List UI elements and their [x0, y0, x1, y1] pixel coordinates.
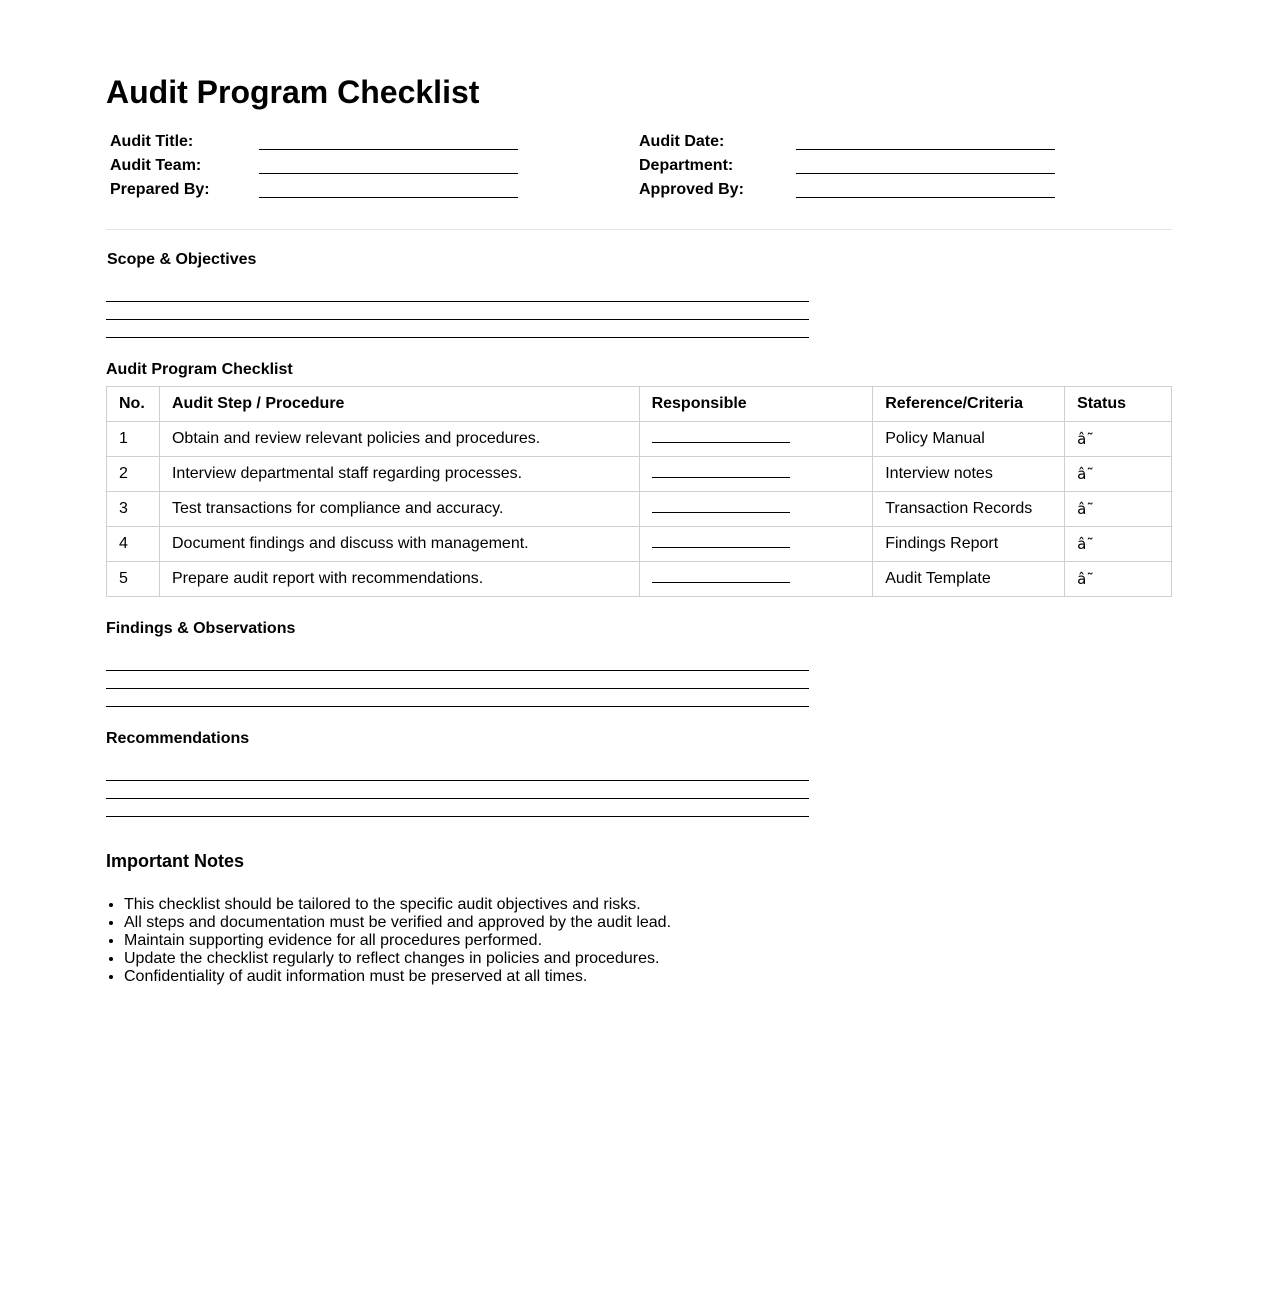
approved-by-label: Approved By:	[639, 181, 744, 198]
responsible-field[interactable]	[652, 535, 790, 548]
row-step: Obtain and review relevant policies and procedures.	[159, 422, 639, 457]
audit-title-field[interactable]	[259, 149, 518, 150]
table-row	[107, 422, 1172, 457]
scope-line-1[interactable]	[106, 301, 809, 302]
row-number: 3	[107, 492, 160, 527]
list-item: • Update the checklist regularly to reflect changes in policies and procedures.	[124, 950, 1024, 968]
row-status	[1065, 527, 1172, 562]
recommendations-line-2[interactable]	[106, 798, 809, 799]
column-header-no: No.	[107, 387, 160, 422]
scope-heading: Scope & Objectives	[107, 251, 257, 268]
audit-info-block	[106, 130, 1172, 202]
audit-checklist-page	[106, 72, 1172, 985]
row-status	[1065, 422, 1172, 457]
row-reference: Audit Template	[873, 562, 1065, 597]
row-reference: Policy Manual	[873, 422, 1065, 457]
department-field[interactable]	[796, 173, 1055, 174]
row-responsible	[639, 457, 873, 492]
findings-line-2[interactable]	[106, 688, 809, 689]
column-header-responsible: Responsible	[639, 387, 873, 422]
prepared-by-label: Prepared By:	[110, 181, 210, 198]
table-header-row	[107, 387, 1172, 422]
audit-date-label: Audit Date:	[639, 133, 725, 150]
column-header-status: Status	[1065, 387, 1172, 422]
notes-heading: Important Notes	[106, 851, 245, 871]
row-number: 1	[107, 422, 160, 457]
recommendations-line-3[interactable]	[106, 816, 809, 817]
approved-by-field[interactable]	[796, 197, 1055, 198]
row-reference: Interview notes	[873, 457, 1065, 492]
audit-title-label: Audit Title:	[110, 133, 194, 150]
status-checkbox[interactable]: â˜	[1077, 499, 1094, 518]
row-step: Prepare audit report with recommendations.	[159, 562, 639, 597]
column-header-reference: Reference/Criteria	[873, 387, 1065, 422]
list-item: • Maintain supporting evidence for all procedures performed.	[124, 932, 1024, 950]
row-responsible	[639, 562, 873, 597]
row-responsible	[639, 492, 873, 527]
row-status	[1065, 457, 1172, 492]
scope-line-3[interactable]	[106, 337, 809, 338]
checklist-heading: Audit Program Checklist	[106, 361, 293, 378]
audit-team-label: Audit Team:	[110, 157, 202, 174]
responsible-field[interactable]	[652, 430, 790, 443]
table-row	[107, 492, 1172, 527]
responsible-field[interactable]	[652, 465, 790, 478]
recommendations-line-1[interactable]	[106, 780, 809, 781]
list-item: • Confidentiality of audit information must be preserved at all times.	[124, 968, 1024, 986]
table-row	[107, 527, 1172, 562]
notes-list	[106, 896, 1024, 986]
row-status	[1065, 492, 1172, 527]
status-checkbox[interactable]: â˜	[1077, 534, 1094, 553]
audit-date-field[interactable]	[796, 149, 1055, 150]
row-step: Test transactions for compliance and accuracy.	[159, 492, 639, 527]
row-status	[1065, 562, 1172, 597]
header-divider	[106, 229, 1172, 230]
responsible-field[interactable]	[652, 500, 790, 513]
recommendations-heading: Recommendations	[106, 730, 250, 747]
scope-line-2[interactable]	[106, 319, 809, 320]
row-number: 4	[107, 527, 160, 562]
list-item: • All steps and documentation must be verified and approved by the audit lead.	[124, 914, 1024, 932]
row-number: 5	[107, 562, 160, 597]
row-step: Interview departmental staff regarding processes.	[159, 457, 639, 492]
column-header-step: Audit Step / Procedure	[159, 387, 639, 422]
row-responsible	[639, 422, 873, 457]
row-reference: Findings Report	[873, 527, 1065, 562]
table-row	[107, 562, 1172, 597]
list-item: • This checklist should be tailored to the specific audit objectives and risks.	[124, 896, 1024, 914]
prepared-by-field[interactable]	[259, 197, 518, 198]
audit-team-field[interactable]	[259, 173, 518, 174]
department-label: Department:	[639, 157, 734, 174]
page-title: Audit Program Checklist	[106, 74, 480, 110]
findings-heading: Findings & Observations	[106, 620, 296, 637]
table-row	[107, 457, 1172, 492]
findings-line-1[interactable]	[106, 670, 809, 671]
row-step: Document findings and discuss with management.	[159, 527, 639, 562]
row-number: 2	[107, 457, 160, 492]
status-checkbox[interactable]: â˜	[1077, 464, 1094, 483]
findings-line-3[interactable]	[106, 706, 809, 707]
audit-checklist-table	[106, 386, 1172, 597]
status-checkbox[interactable]: â˜	[1077, 569, 1094, 588]
status-checkbox[interactable]: â˜	[1077, 429, 1094, 448]
responsible-field[interactable]	[652, 570, 790, 583]
row-reference: Transaction Records	[873, 492, 1065, 527]
row-responsible	[639, 527, 873, 562]
